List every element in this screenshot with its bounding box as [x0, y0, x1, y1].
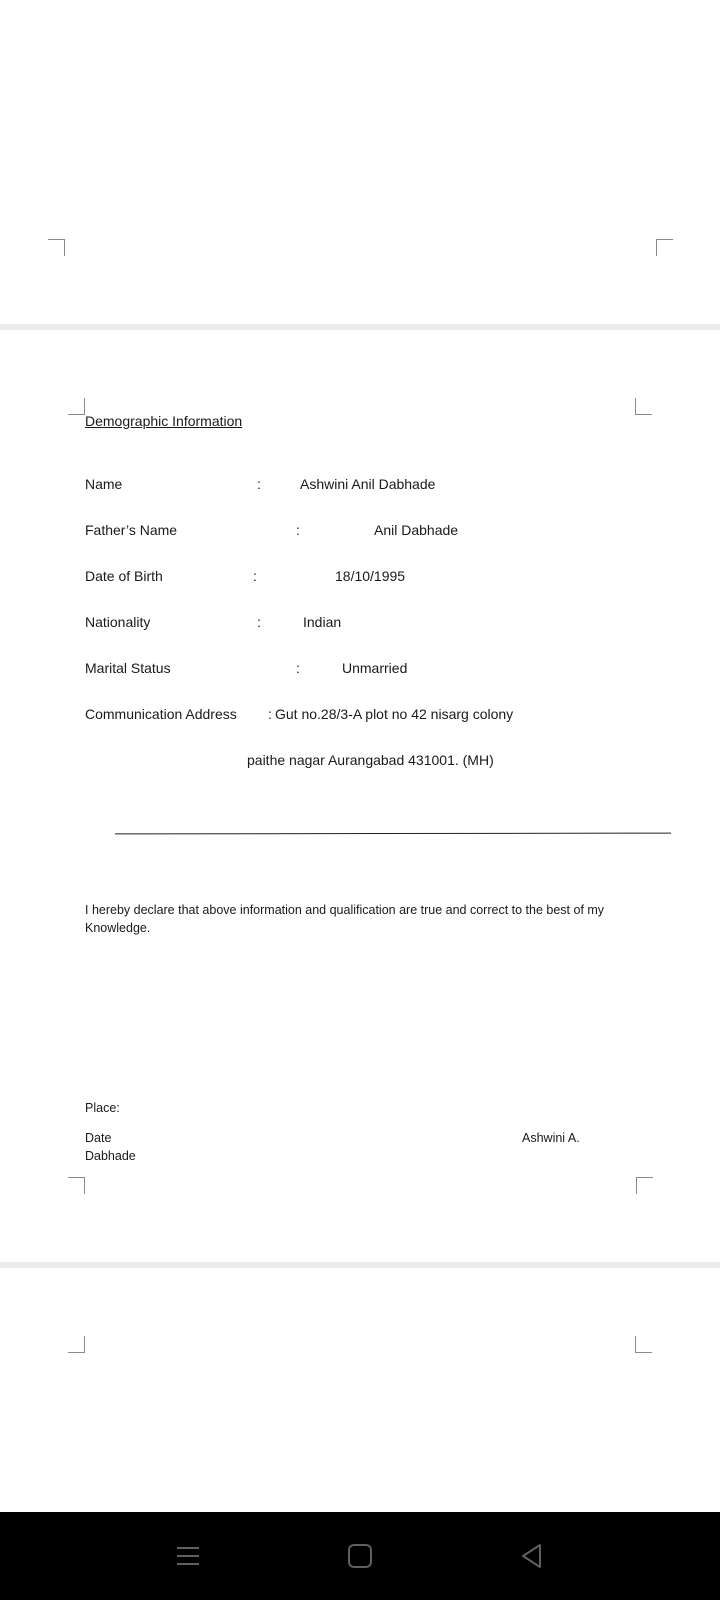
margin-corner-mark — [635, 398, 652, 415]
system-navigation-bar — [0, 1512, 720, 1600]
field-colon: : — [296, 660, 300, 676]
field-colon: : — [268, 706, 272, 722]
field-value-marital-status: Unmarried — [342, 660, 408, 676]
margin-corner-mark — [68, 1177, 85, 1194]
current-page — [0, 330, 720, 1262]
next-page — [0, 1268, 720, 1512]
field-colon: : — [296, 522, 300, 538]
field-value-father-name: Anil Dabhade — [374, 522, 459, 538]
field-label-marital-status: Marital Status — [85, 660, 171, 676]
section-heading: Demographic Information — [85, 413, 243, 429]
signature-name: Ashwini A. — [522, 1131, 580, 1145]
back-button[interactable] — [508, 1532, 556, 1580]
field-colon: : — [257, 614, 261, 630]
field-value-communication-address: Gut no.28/3-A plot no 42 nisarg colony — [275, 706, 514, 722]
place-label: Place: — [85, 1101, 120, 1115]
field-label-father-name: Father’s Name — [85, 522, 178, 538]
declaration-line-1: I hereby declare that above information and qualification are true and correct to the best of my — [85, 903, 605, 917]
recents-icon — [174, 1542, 202, 1570]
margin-corner-mark — [68, 398, 85, 415]
previous-page — [0, 0, 720, 324]
field-value-nationality: Indian — [303, 614, 342, 630]
declaration-line-2: Knowledge. — [85, 921, 151, 935]
margin-corner-mark — [48, 239, 65, 256]
field-value-name: Ashwini Anil Dabhade — [300, 476, 436, 492]
home-button[interactable] — [336, 1532, 384, 1580]
field-value-date-of-birth: 18/10/1995 — [335, 568, 406, 584]
field-label-communication-address: Communication Address — [85, 706, 237, 722]
signature-name-continued: Dabhade — [85, 1149, 136, 1163]
home-icon — [346, 1542, 374, 1570]
address-line-2: paithe nagar Aurangabad 431001. (MH) — [247, 752, 494, 768]
back-icon — [518, 1542, 546, 1570]
field-label-date-of-birth: Date of Birth — [85, 568, 163, 584]
field-colon: : — [257, 476, 261, 492]
field-label-name: Name — [85, 476, 123, 492]
margin-corner-mark — [635, 1336, 652, 1353]
margin-corner-mark — [636, 1177, 653, 1194]
field-colon: : — [253, 568, 257, 584]
margin-corner-mark — [656, 239, 673, 256]
recents-button[interactable] — [164, 1532, 212, 1580]
margin-corner-mark — [68, 1336, 85, 1353]
date-label: Date — [85, 1131, 112, 1145]
field-label-nationality: Nationality — [85, 614, 151, 630]
